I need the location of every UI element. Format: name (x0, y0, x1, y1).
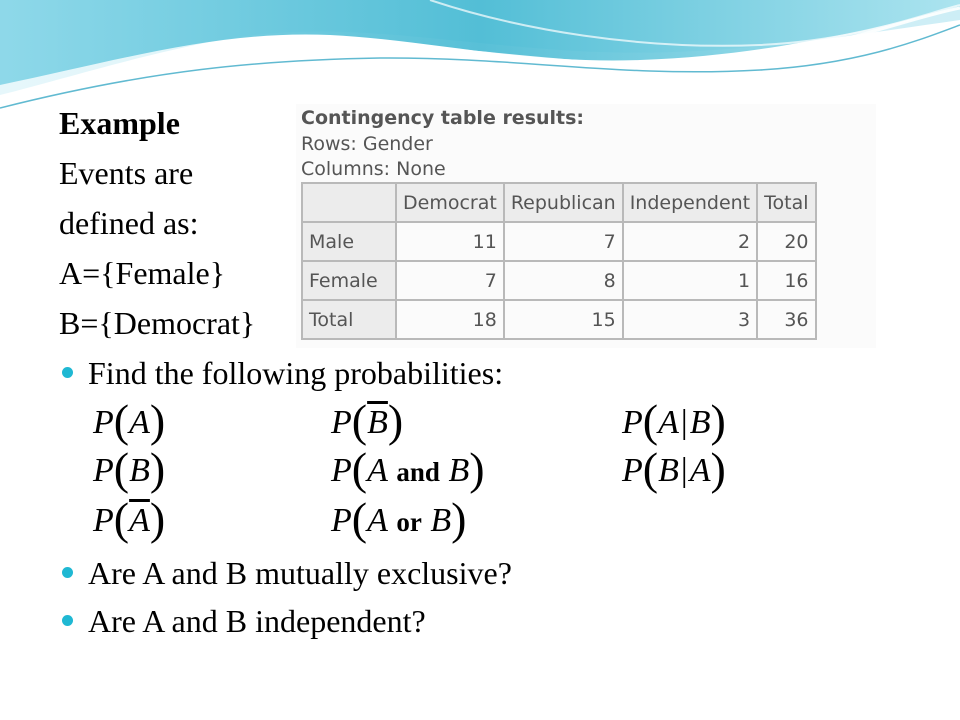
prob-p-a-or-b: P(A or B) (331, 493, 467, 544)
bullet-independent (62, 605, 426, 637)
event-a-definition: A={Female} (59, 255, 226, 291)
header-cell-empty (302, 183, 396, 222)
prob-p-of-b: P(B) (93, 443, 166, 494)
contingency-rows-label: Rows: Gender (301, 133, 433, 155)
table-cell: 18 (396, 300, 504, 339)
math-p: P (622, 404, 643, 441)
math-a: A (658, 404, 679, 441)
table-cell: 3 (623, 300, 757, 339)
bullet-mutually-exclusive (62, 557, 512, 589)
table-row (302, 261, 816, 300)
bullet-text: Find the following probabilities: (88, 355, 504, 391)
bullet-dot-icon (62, 567, 73, 578)
table-cell: 36 (757, 300, 815, 339)
contingency-title: Contingency table results: (301, 107, 585, 129)
row-label: Male (302, 222, 396, 261)
math-p: P (331, 502, 352, 539)
bullet-text: Are A and B independent? (88, 603, 426, 639)
table-cell: 16 (757, 261, 815, 300)
math-b: B (689, 404, 711, 441)
table-row (302, 300, 816, 339)
table-cell: 11 (396, 222, 504, 261)
contingency-table (301, 182, 817, 340)
header-cell-republican: Republican (504, 183, 623, 222)
bullet-dot-icon (62, 615, 73, 626)
bullet-find-probabilities (62, 357, 503, 389)
table-cell: 1 (623, 261, 757, 300)
table-cell: 8 (504, 261, 623, 300)
table-cell: 7 (504, 222, 623, 261)
bullet-dot-icon (62, 367, 73, 378)
prob-p-of-a: P(A) (93, 395, 166, 446)
math-a: A (689, 452, 711, 489)
prob-p-of-not-a: $P(\overline{A})$ (93, 493, 166, 544)
math-and: and (396, 457, 440, 487)
prob-p-a-and-b: P(A and B) (331, 443, 485, 494)
row-label: Total (302, 300, 396, 339)
math-given: | (680, 404, 688, 441)
math-p: P (93, 452, 114, 489)
header-wave-decoration (0, 0, 960, 120)
prob-p-b-given-a: P(B|A) (622, 443, 726, 494)
header-cell-total: Total (757, 183, 815, 222)
header-cell-democrat: Democrat (396, 183, 504, 222)
math-b-complement: $\overline{B}$ (367, 404, 388, 441)
math-a: A (129, 404, 150, 441)
events-line-2: defined as: (59, 205, 199, 241)
prob-p-a-given-b: P(A|B) (622, 395, 726, 446)
row-label: Female (302, 261, 396, 300)
math-b: B (658, 452, 679, 489)
example-heading: Example (59, 105, 180, 141)
prob-p-of-not-b: $P(\overline{B})$ (331, 395, 404, 446)
table-row (302, 222, 816, 261)
math-p: P (93, 502, 114, 539)
contingency-columns-label: Columns: None (301, 158, 446, 180)
table-cell: 15 (504, 300, 623, 339)
math-or: or (396, 507, 422, 537)
table-header-row (302, 183, 816, 222)
math-a: A (367, 502, 388, 539)
math-b: B (448, 452, 470, 489)
table-cell: 20 (757, 222, 815, 261)
math-given: | (680, 452, 688, 489)
math-p: P (622, 452, 643, 489)
header-cell-independent: Independent (623, 183, 757, 222)
events-line-1: Events are (59, 155, 194, 191)
contingency-table-panel (296, 104, 876, 348)
math-p: P (93, 404, 114, 441)
math-a: A (367, 452, 388, 489)
math-b: B (129, 452, 150, 489)
math-p: P (331, 404, 352, 441)
bullet-text: Are A and B mutually exclusive? (88, 555, 512, 591)
math-a-complement: $\overline{A}$ (129, 502, 150, 539)
table-cell: 2 (623, 222, 757, 261)
math-p: P (331, 452, 352, 489)
event-b-definition: B={Democrat} (59, 305, 256, 341)
table-cell: 7 (396, 261, 504, 300)
math-b: B (430, 502, 452, 539)
